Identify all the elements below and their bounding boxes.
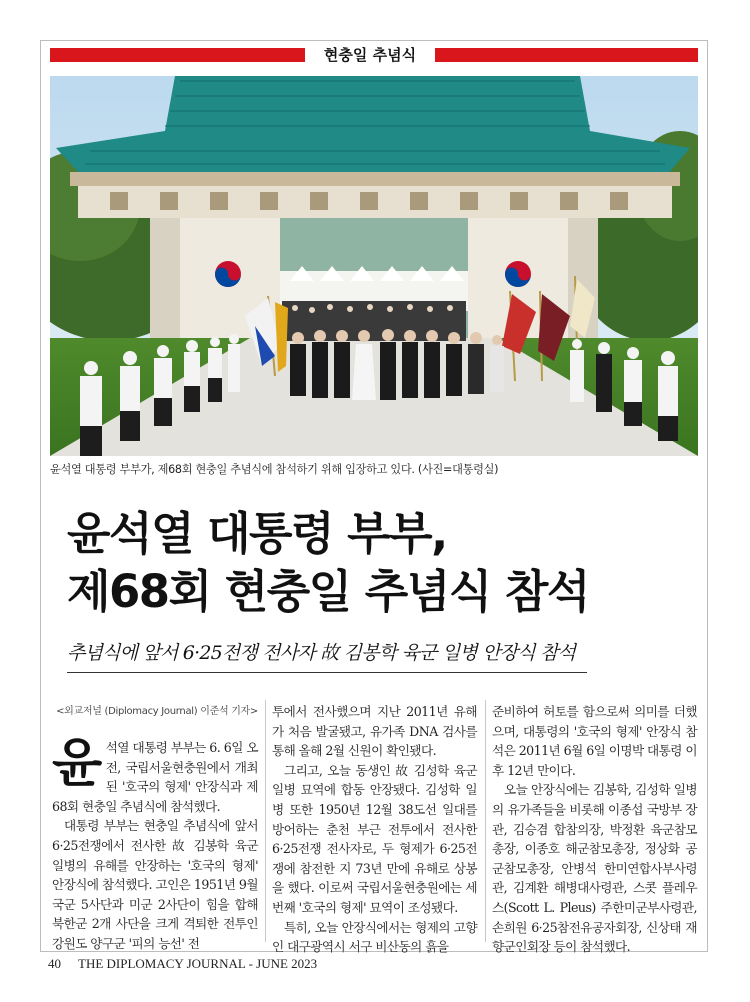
photo-caption: 윤석열 대통령 부부가, 제68회 현충일 추념식에 참석하기 위해 입장하고 있다. (사진=대통령실) [50,463,499,476]
article-photo [50,76,698,456]
article-column-2 [272,702,477,957]
headline-line-1: 윤석열 대통령 부부, [67,507,447,560]
section-bar-left [50,48,305,62]
article-paragraph: 특히, 오늘 안장식에서는 형제의 고향인 대구광역시 서구 비산동의 흙을 [272,919,477,955]
headline [67,505,687,621]
taegeuk-left-icon [215,261,241,287]
column-divider [265,700,266,942]
article-column-3 [492,702,697,957]
article-paragraph: 대통령 부부는 현충일 추념식에 앞서 6·25전쟁에서 전사한 故 김봉학 육군 일병의 유해를 안장하는 '호국의 형제' 안장식에 참석했다. 고인은 1951년 9월 국군 5사단과 미군 2사단이 힘을 합해 북한군 2개 사단을 크게 격퇴한 전투인 강원도 양구군 '피의 능선' 전 [52,818,258,951]
subtitle: 추념식에 앞서 6·25전쟁 전사자 故 김봉학 육군 일병 안장식 참석 [67,642,576,664]
section-header [50,44,698,66]
article-paragraph: 준비하여 허토를 함으로써 의미를 더했으며, 대통령의 '호국의 형제' 안장식 참석은 2011년 6월 6일 이명박 대통령 이후 12년 만이다. [492,704,697,778]
byline: <외교저널 (Diplomacy Journal) 이준석 기자> [56,706,258,717]
section-label: 현충일 추념식 [323,46,417,64]
article-paragraph: 그리고, 오늘 동생인 故 김성학 육군 일병 묘역에 합동 안장됐다. 김성학 일병 또한 1950년 12월 38도선 일대를 방어하는 춘천 부근 전투에서 전사한 6·25전쟁 전사자로, 두 형제가 6·25전쟁에 참전한 지 73년 만에 유해로 상봉을 했다. 이로써 국립서울현충원에는 세 번째 '호국의 형제' 묘역이 조성됐다. [272,762,477,915]
subtitle-container [67,638,587,673]
column-divider [485,700,486,942]
drop-cap: 윤 [52,733,102,794]
article-column-1 [52,702,258,954]
ceremony-illustration [50,76,698,456]
article-paragraph: 오늘 안장식에는 김봉학, 김성학 일병의 유가족들을 비롯해 이종섭 국방부 장관, 김승겸 합참의장, 박정환 육군참모총장, 이종호 해군참모총장, 정상화 공군참모총장, 안병석 한미연합사부사령관, 김계환 해병대사령관, 스콧 플레우스(Scott L. Pleus) 주한미군부사령관, 손희원 6·25참전유공자회장, 신상태 재향군인회장 등이 참석했다. [492,782,697,955]
page-number: 40 [48,956,61,971]
article-paragraph: 투에서 전사했으며 지난 2011년 유해가 처음 발굴됐고, 유가족 DNA 검사를 통해 올해 2월 신원이 확인됐다. [272,704,477,759]
headline-line-2: 제68회 현충일 추념식 참석 [67,565,589,618]
article-paragraph [52,733,258,816]
taegeuk-right-icon [505,261,531,287]
publication-title: THE DIPLOMACY JOURNAL - JUNE 2023 [78,956,318,971]
section-bar-right [435,48,698,62]
paragraph-text: 석열 대통령 부부는 6. 6일 오전, 국립서울현충원에서 개최된 '호국의 형제' 안장식과 제68회 현충일 추념식에 참석했다. [52,740,258,814]
page-footer [48,956,317,972]
